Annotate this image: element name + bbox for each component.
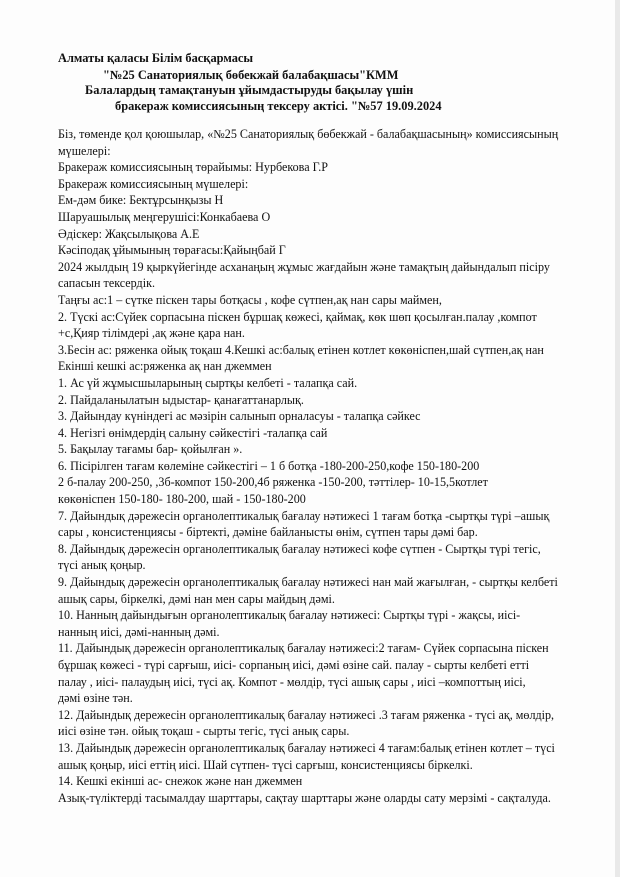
body-line: мүшелері: bbox=[58, 143, 111, 158]
body-line: Кәсіподақ ұйымының төрағасы:Қайыңбай Г bbox=[58, 243, 286, 258]
body-line: Шаруашылық меңгерушісі:Конкабаева О bbox=[58, 209, 271, 224]
body-line: 12. Дайындық дережесін органолептикалық бағалау нәтижесі .3 тағам ряженка - түсі ақ, мөлдір, bbox=[58, 707, 555, 722]
body-line: 6. Пісірілген тағам көлеміне сәйкестігі – 1 б ботқа -180-200-250,кофе 150-180-200 bbox=[58, 458, 480, 473]
body-line: 2024 жылдың 19 қыркүйегінде асханаңың жұмыс жағдайын және тамақтың дайындалып пісіру bbox=[58, 259, 550, 274]
body-line: 8. Дайындық дәрежесін органолептикалық бағалау нәтижесі кофе сүтпен - Сыртқы түрі тегіс, bbox=[58, 541, 541, 556]
body-line: 3.Бесін ас: ряженка ойық тоқаш 4.Кешкі ас:балық етінен котлет көкөніспен,шай сүтпен,ақ нан bbox=[58, 342, 544, 357]
body-line: 2. Пайдаланылатын ыдыстар- қанағаттанарлық. bbox=[58, 392, 304, 407]
body-line: 4. Негізгі өнімдердің салыну сәйкестігі -талапқа сай bbox=[58, 425, 328, 440]
body-line: палау , иісі- палаудың иісі, түсі ақ. Компот - мөлдір, түсі ашық сары , иісі –компоттың иісі, bbox=[58, 674, 526, 689]
body-line: 1. Ас үй жұмысшыларының сыртқы келбеті - талапқа сай. bbox=[58, 375, 358, 390]
header-act-title: бракераж комиссиясының тексеру актісі. "№57 19.09.2024 bbox=[115, 99, 442, 113]
body-line: 5. Бақылау тағамы бар- қойылған ». bbox=[58, 442, 243, 457]
header-kindergarten: "№25 Санаториялық бөбекжай балабақшасы"КММ bbox=[103, 68, 399, 82]
body-line: 2 б-палау 200-250, ,3б-компот 150-200,4б ряженка -150-200, тәттілер- 10-15,5котлет bbox=[58, 475, 488, 490]
page-edge-shadow bbox=[615, 0, 620, 877]
body-line: Екінші кешкі ас:ряженка ақ нан джеммен bbox=[58, 359, 272, 374]
body-line: 7. Дайындық дәрежесін органолептикалық бағалау нәтижесі 1 тағам ботқа -сыртқы түрі –ашық bbox=[58, 508, 550, 523]
body-line: дәмі өзіне тән. bbox=[58, 691, 133, 706]
body-line: 10. Нанның дайындығын органолептикалық бағалау нәтижесі: Сыртқы түрі - жақсы, иісі- bbox=[58, 608, 521, 623]
body-line: 11. Дайындық дәрежесін органолептикалық бағалау нәтижесі:2 тағам- Сүйек сорпасына піскен bbox=[58, 641, 549, 656]
document-body bbox=[58, 126, 588, 806]
body-line: 2. Түскі ас:Сүйек сорпасына піскен бұршақ көжесі, қаймақ, көк шөп қосылған.палау ,компот bbox=[58, 309, 537, 324]
body-line: сапасын тексердік. bbox=[58, 276, 155, 291]
body-line: бұршақ көжесі - түрі сарғыш, иісі- сорпаның иісі, дәмі өзіне сай. палау - сырты келбеті етті bbox=[58, 658, 530, 672]
body-line: сары , консистенциясы - біртекті, дәміне байланысты өнім, сүтпен тары дәмі бар. bbox=[58, 525, 478, 540]
body-line: Бракераж комиссиясының мүшелері: bbox=[58, 176, 249, 191]
body-line: ашық сары, біркелкі, дәмі нан мен сары майдың дәмі. bbox=[58, 591, 335, 606]
header-subtitle: Балалардың тамақтануын ұйымдастыруды бақылау үшін bbox=[85, 83, 414, 97]
body-line: 9. Дайындық дәрежесін органолептикалық бағалау нәтижесі нан май жағылған, - сыртқы келбеті bbox=[58, 575, 558, 590]
body-line: көкөніспен 150-180- 180-200, шай - 150-180-200 bbox=[58, 492, 306, 507]
header-organization: Алматы қаласы Білім басқармасы bbox=[58, 51, 254, 65]
body-line: Бракераж комиссиясының төрайымы: Нурбекова Г.Р bbox=[58, 160, 328, 175]
body-line: Таңғы ас:1 – сүтке піскен тары ботқасы , кофе сүтпен,ақ нан сары маймен, bbox=[58, 292, 442, 307]
body-line: +с,Қияр тілімдері ,ақ және қара нан. bbox=[58, 326, 245, 341]
body-line: Ем-дәм бике: Бектұрсынқызы Н bbox=[58, 193, 224, 208]
body-line: Азық-түліктерді тасымалдау шарттары, сақтау шарттары және оларды сату мерзімі - сақталуда. bbox=[58, 790, 551, 805]
body-line: түсі анық қоңыр. bbox=[58, 558, 146, 573]
body-line: иісі өзіне тән. ойық тоқаш - сырты тегіс, түсі анық сары. bbox=[58, 724, 350, 739]
body-line: Әдіскер: Жақсылықова А.Е bbox=[58, 226, 200, 241]
body-line: 14. Кешкі екінші ас- снежок және нан джеммен bbox=[58, 774, 303, 789]
body-line: 3. Дайындау күніндегі ас мәзірін салынып орналасуы - талапқа сәйкес bbox=[58, 409, 421, 424]
body-line: 13. Дайындық дәрежесін органолептикалық бағалау нәтижесі 4 тағам:балық етінен котлет – түсі bbox=[58, 740, 555, 755]
body-line: ашық қоңыр, иісі еттің иісі. Шай сүтпен- түсі сарғыш, консистенциясы біркелкі. bbox=[58, 757, 473, 772]
body-line: нанның иісі, дәмі-нанның дәмі. bbox=[58, 624, 220, 639]
body-line: Біз, төменде қол қоюшылар, «№25 Санаториялық бөбекжай - балабақшасының» комиссиясының bbox=[58, 127, 559, 141]
